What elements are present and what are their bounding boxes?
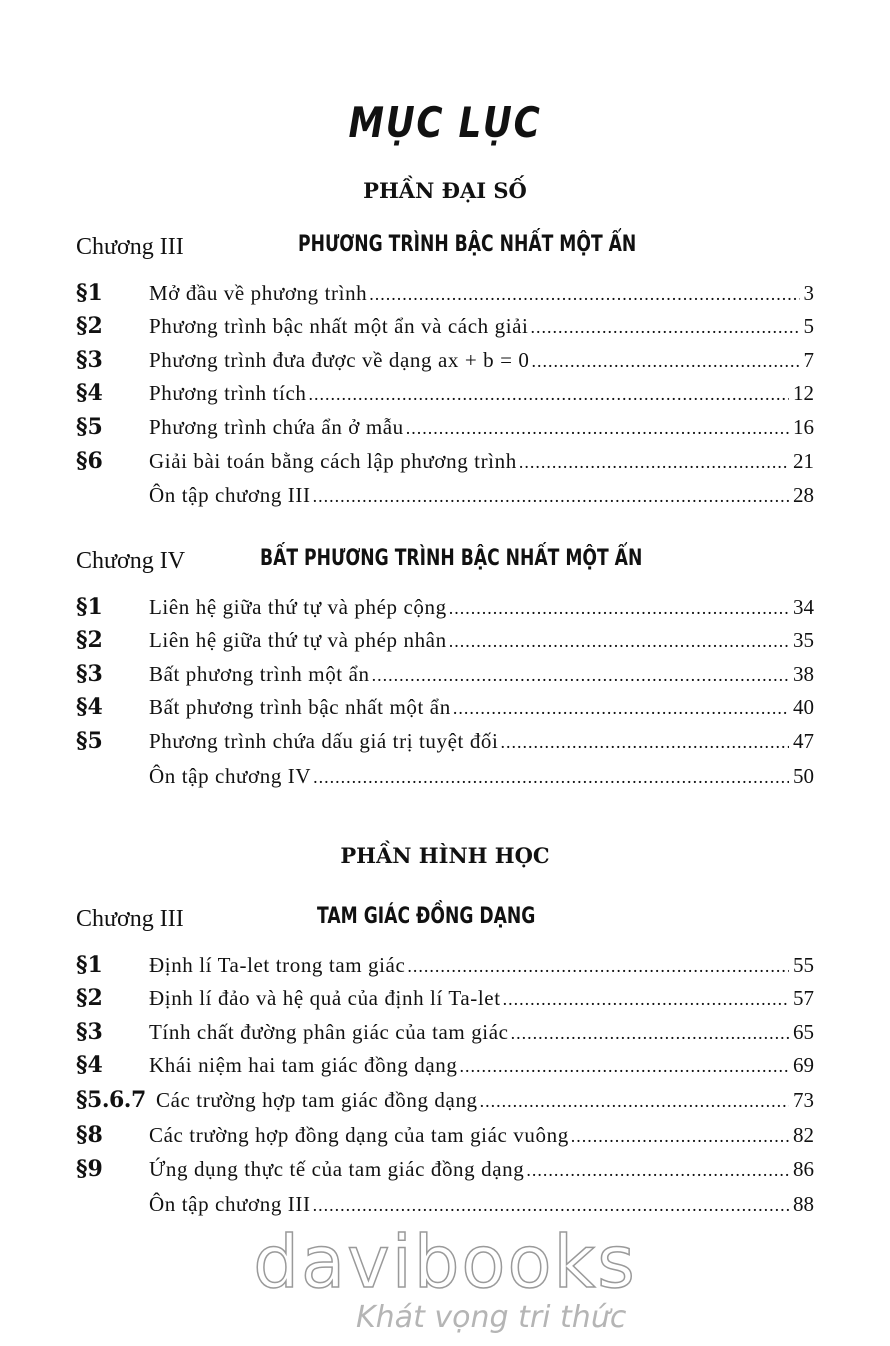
section-number: §4	[76, 1052, 103, 1078]
entry-title: Phương trình chứa ẩn ở mẫu	[149, 415, 404, 439]
entry-title: Phương trình bậc nhất một ẩn và cách giải	[149, 314, 529, 338]
chapter-header-algebra-4	[76, 548, 816, 582]
section-number: §2	[76, 313, 103, 339]
part-title-algebra: PHẦN ĐẠI SỐ	[363, 178, 527, 203]
entry-title: Các trường hợp đồng dạng của tam giác vuông	[149, 1123, 569, 1147]
dot-leader	[571, 1126, 789, 1147]
entry-title: Định lí đảo và hệ quả của định lí Ta-let	[149, 986, 501, 1010]
dot-leader	[372, 665, 789, 686]
page-number: 57	[793, 986, 814, 1010]
dot-leader	[531, 317, 800, 338]
page-number: 34	[793, 595, 814, 619]
dot-leader	[519, 452, 789, 473]
page-number: 69	[793, 1053, 814, 1077]
dot-leader	[532, 351, 800, 372]
entry-title: Liên hệ giữa thứ tự và phép cộng	[149, 595, 447, 619]
entry-title: Ứng dụng thực tế của tam giác đồng dạng	[149, 1157, 525, 1181]
chapter-title: PHƯƠNG TRÌNH BẬC NHẤT MỘT ẨN	[298, 232, 637, 257]
section-number: §3	[76, 347, 103, 373]
toc-entry[interactable]	[76, 448, 814, 478]
toc-entry[interactable]	[76, 414, 814, 444]
page-number: 73	[793, 1088, 814, 1112]
section-number: §8	[76, 1122, 103, 1148]
page-number: 5	[803, 314, 814, 338]
section-number: §5	[76, 414, 103, 440]
section-number: §2	[76, 627, 103, 653]
entry-title: Định lí Ta-let trong tam giác	[149, 953, 406, 977]
entry-title: Phương trình chứa dấu giá trị tuyệt đối	[149, 729, 499, 753]
toc-entry[interactable]	[76, 280, 814, 310]
dot-leader	[511, 1023, 789, 1044]
page-number: 28	[793, 483, 814, 507]
section-number: §1	[76, 952, 103, 978]
page-title: MỤC LỤC	[348, 98, 542, 147]
section-number: §6	[76, 448, 103, 474]
entry-title: Bất phương trình bậc nhất một ẩn	[149, 695, 451, 719]
chapter-label: Chương IV	[76, 548, 186, 574]
dot-leader	[449, 598, 789, 619]
page-number: 12	[793, 381, 814, 405]
page-number: 38	[793, 662, 814, 686]
toc-entry[interactable]	[76, 728, 814, 758]
toc-entry[interactable]	[76, 347, 814, 377]
entry-title: Các trường hợp tam giác đồng dạng	[156, 1088, 478, 1112]
dot-leader	[449, 631, 789, 652]
page-number: 55	[793, 953, 814, 977]
dot-leader	[453, 698, 789, 719]
entry-title: Tính chất đường phân giác của tam giác	[149, 1020, 509, 1044]
dot-leader	[526, 1160, 789, 1181]
part-title-geometry: PHẦN HÌNH HỌC	[340, 843, 550, 868]
dot-leader	[313, 767, 789, 788]
page-number: 35	[793, 628, 814, 652]
entry-title: Ôn tập chương IV	[149, 764, 312, 788]
dot-leader	[406, 418, 789, 439]
section-number: §4	[76, 380, 103, 406]
entry-title: Phương trình tích	[149, 381, 307, 405]
dot-leader	[500, 732, 789, 753]
toc-entry[interactable]	[76, 594, 814, 624]
toc-entry[interactable]	[76, 1052, 814, 1082]
toc-entry[interactable]	[76, 313, 814, 343]
dot-leader	[480, 1091, 789, 1112]
entry-title: Phương trình đưa được về dạng ax + b = 0	[149, 348, 530, 372]
chapter-title: TAM GIÁC ĐỒNG DẠNG	[317, 904, 536, 929]
entry-title: Khái niệm hai tam giác đồng dạng	[149, 1053, 458, 1077]
page-number: 86	[793, 1157, 814, 1181]
page-number: 7	[803, 348, 814, 372]
section-number: §1	[76, 594, 103, 620]
dot-leader	[407, 956, 789, 977]
entry-title: Mở đầu về phương trình	[149, 281, 368, 305]
page-number: 88	[793, 1192, 814, 1216]
entry-title: Ôn tập chương III	[149, 1192, 311, 1216]
chapter-label: Chương III	[76, 234, 184, 260]
toc-entry[interactable]	[76, 952, 814, 982]
toc-entry[interactable]	[76, 764, 814, 794]
toc-entry[interactable]	[76, 380, 814, 410]
chapter-title: BẤT PHƯƠNG TRÌNH BẬC NHẤT MỘT ẨN	[260, 546, 643, 571]
entry-title: Giải bài toán bằng cách lập phương trình	[149, 449, 517, 473]
toc-entry[interactable]	[76, 1019, 814, 1049]
dot-leader	[313, 1195, 789, 1216]
dot-leader	[309, 384, 789, 405]
page-number: 82	[793, 1123, 814, 1147]
chapter-header-algebra-3	[76, 234, 816, 268]
dot-leader	[313, 486, 789, 507]
dot-leader	[459, 1056, 789, 1077]
toc-entry[interactable]	[76, 483, 814, 513]
entry-title: Liên hệ giữa thứ tự và phép nhân	[149, 628, 447, 652]
page-number: 3	[803, 281, 814, 305]
toc-entry[interactable]	[76, 1156, 814, 1186]
section-number: §3	[76, 661, 103, 687]
toc-entry[interactable]	[76, 694, 814, 724]
section-number: §5.6.7	[76, 1087, 146, 1113]
section-number: §3	[76, 1019, 103, 1045]
section-number: §2	[76, 985, 103, 1011]
page-number: 16	[793, 415, 814, 439]
toc-entry[interactable]	[76, 1192, 814, 1222]
chapter-label: Chương III	[76, 906, 184, 932]
toc-entry[interactable]	[76, 1087, 814, 1117]
watermark-slogan: Khát vọng tri thức	[356, 1300, 627, 1335]
entry-title: Ôn tập chương III	[149, 483, 311, 507]
toc-entry[interactable]	[76, 1122, 814, 1152]
page-number: 47	[793, 729, 814, 753]
entry-title: Bất phương trình một ẩn	[149, 662, 370, 686]
page-number: 65	[793, 1020, 814, 1044]
toc-entry[interactable]	[76, 627, 814, 657]
watermark-brand: davibooks	[253, 1220, 637, 1304]
page-number: 21	[793, 449, 814, 473]
section-number: §9	[76, 1156, 103, 1182]
page-number: 40	[793, 695, 814, 719]
toc-entry[interactable]	[76, 661, 814, 691]
dot-leader	[503, 989, 789, 1010]
section-number: §4	[76, 694, 103, 720]
toc-entry[interactable]	[76, 985, 814, 1015]
page-number: 50	[793, 764, 814, 788]
section-number: §1	[76, 280, 103, 306]
dot-leader	[369, 284, 799, 305]
section-number: §5	[76, 728, 103, 754]
chapter-header-geometry-3	[76, 906, 816, 940]
